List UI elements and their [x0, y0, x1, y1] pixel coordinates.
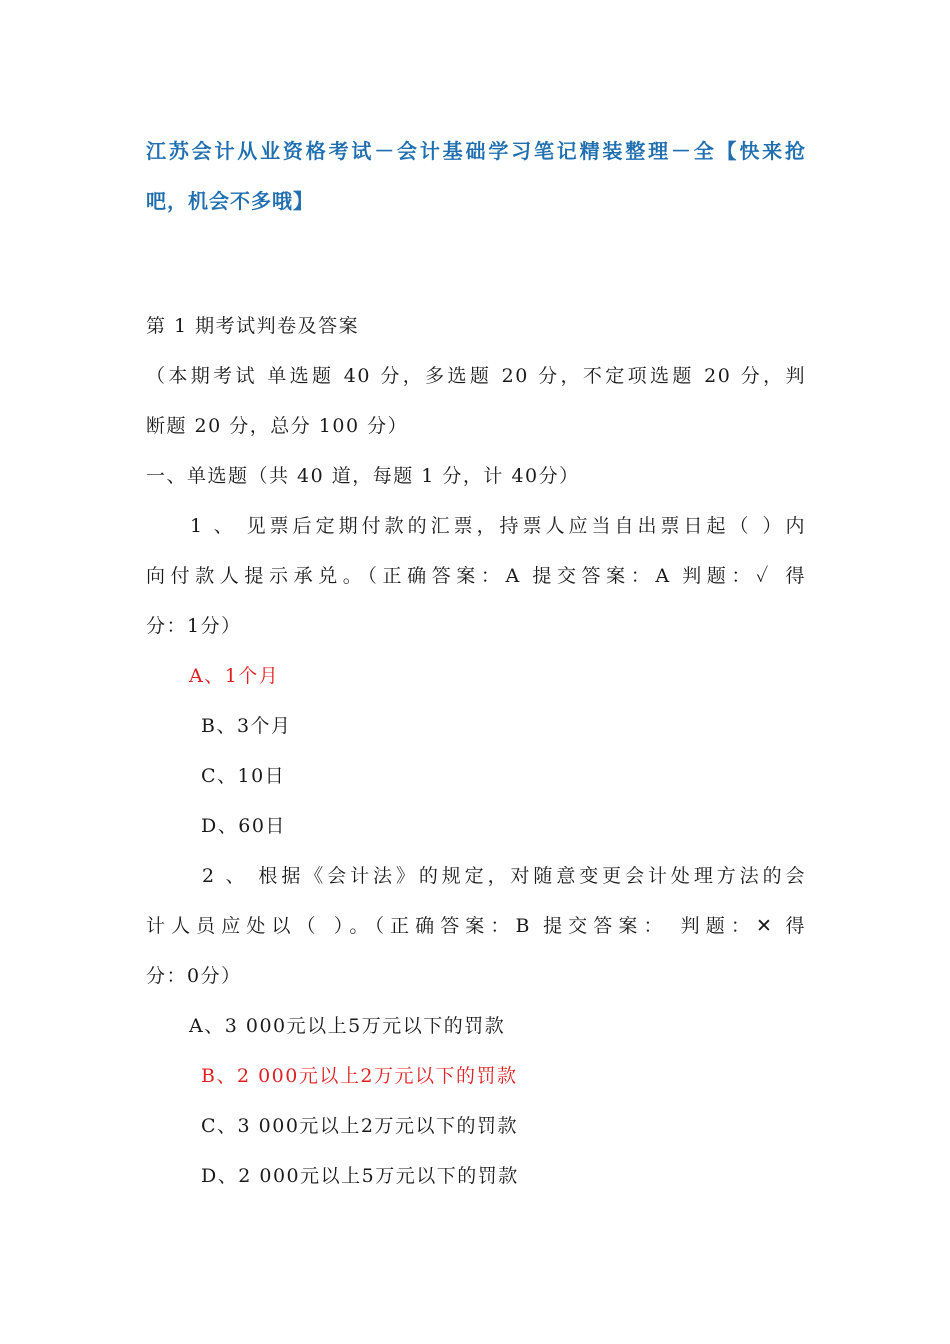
question-1-line-3: 分：1分） [146, 615, 242, 637]
question-2-line-2: 计人员应处以（ ）。（正确答案：B 提交答案： 判题：✕ 得 [146, 915, 806, 937]
question-1-line-2: 向付款人提示承兑。（正确答案：A 提交答案：A 判题：✓ 得 [146, 565, 806, 587]
exam-heading: 第 1 期考试判卷及答案 [146, 315, 360, 337]
question-1-option-a: A、1个月 [189, 665, 280, 687]
question-2-option-d: D、2 000元以上5万元以下的罚款 [201, 1165, 519, 1187]
exam-description-line-1: （本期考试 单选题 40 分，多选题 20 分，不定项选题 20 分，判 [146, 365, 806, 387]
question-2-option-a: A、3 000元以上5万元以下的罚款 [189, 1015, 506, 1037]
question-1-option-c: C、10日 [201, 765, 286, 787]
question-2-option-b: B、2 000元以上2万元以下的罚款 [201, 1065, 518, 1087]
document-title-line-2: 吧，机会不多哦】 [146, 189, 314, 213]
question-2-line-3: 分：0分） [146, 965, 242, 987]
section-heading: 一、单选题（共 40 道，每题 1 分，计 40分） [146, 465, 580, 487]
question-1-option-d: D、60日 [201, 815, 286, 837]
question-2-line-1: 2 、 根据《会计法》的规定，对随意变更会计处理方法的会 [202, 865, 806, 887]
document-title-line-1: 江苏会计从业资格考试－会计基础学习笔记精装整理－全【快来抢 [146, 139, 806, 163]
question-1-option-b: B、3个月 [201, 715, 292, 737]
question-2-option-c: C、3 000元以上2万元以下的罚款 [201, 1115, 519, 1137]
question-1-line-1: 1 、 见票后定期付款的汇票，持票人应当自出票日起（ ）内 [190, 515, 806, 537]
exam-description-line-2: 断题 20 分，总分 100 分） [146, 415, 409, 437]
